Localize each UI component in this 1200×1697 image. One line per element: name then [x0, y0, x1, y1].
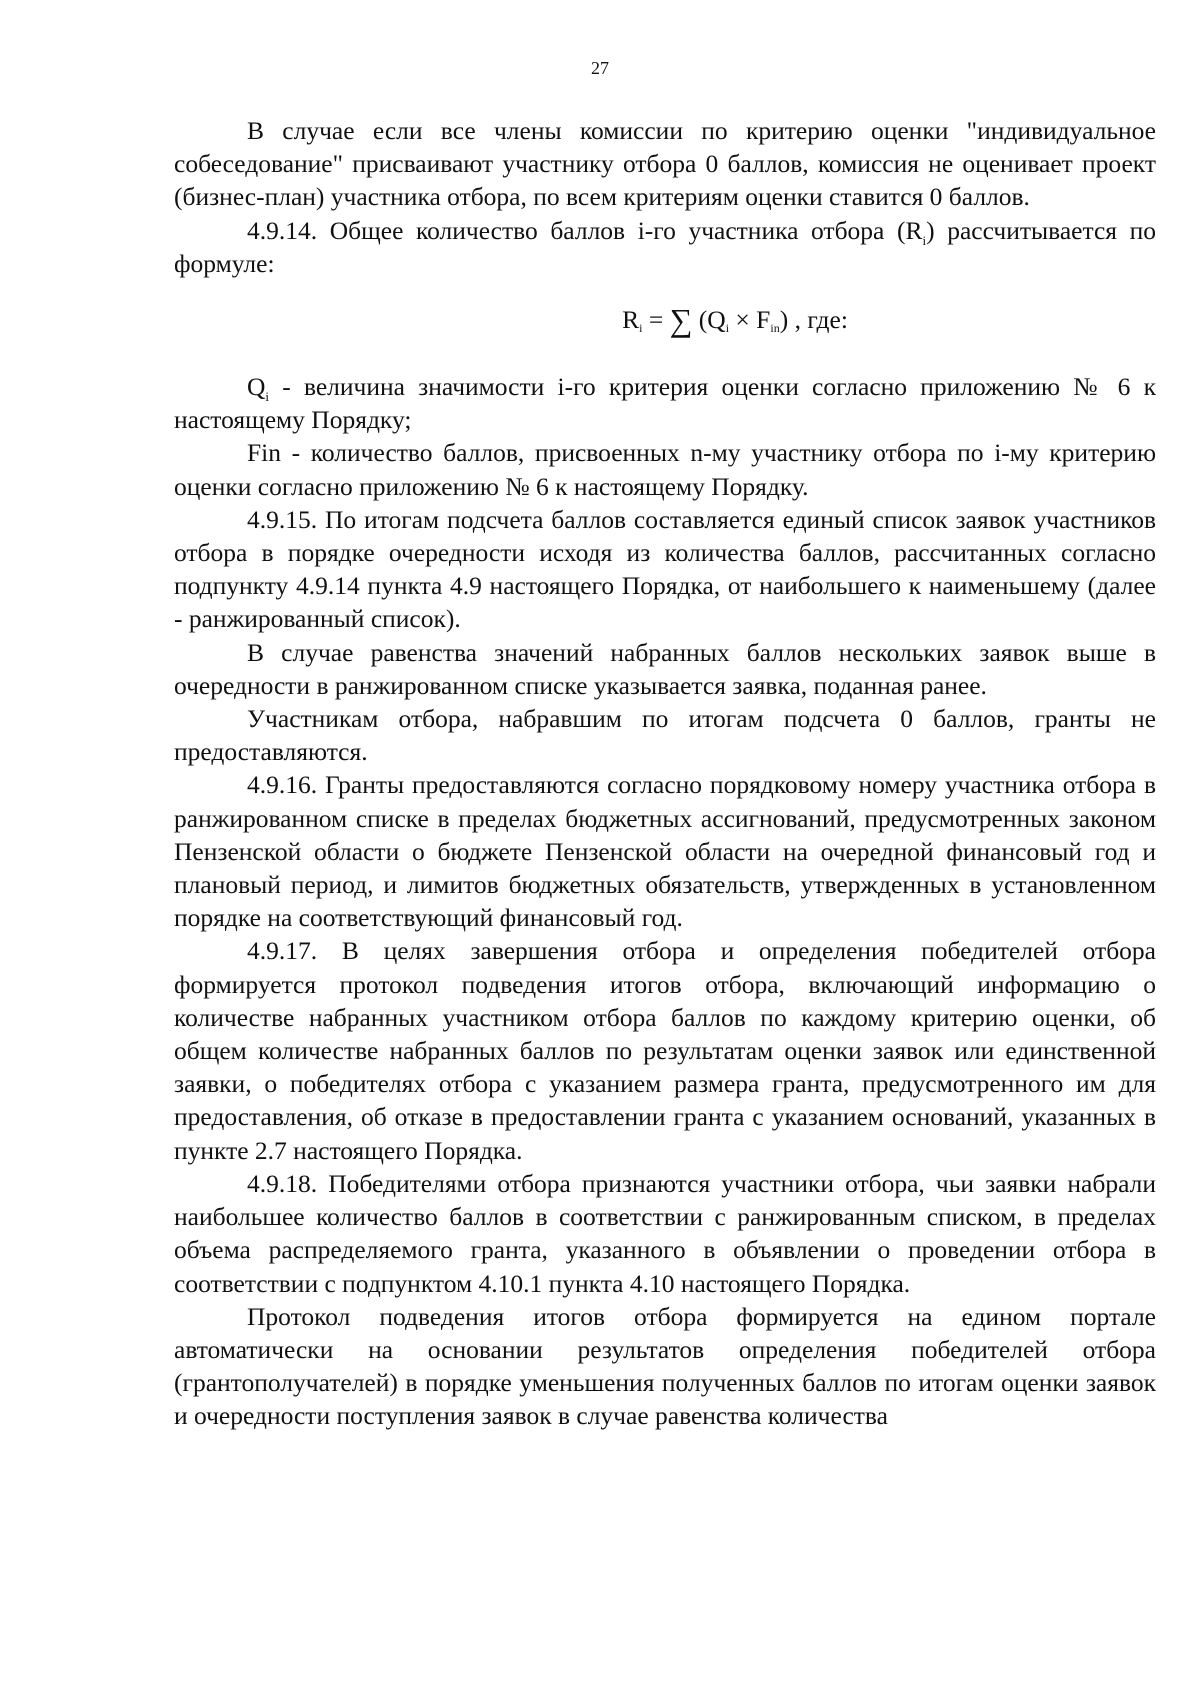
paragraph-text: 4.9.14. Общее количество баллов i-го участника отбора (R: [247, 215, 923, 245]
paragraph-4-9-15: 4.9.15. По итогам подсчета баллов составляется единый список заявок участников отбора в порядке очередности исходя из количества баллов, рассчитанных согласно подпункту 4.9.14 пункта 4.9 настоящего Порядка, от наибольшего к наименьшему (далее - ранжированный список).: [174, 504, 1156, 634]
subscript: i: [922, 232, 927, 248]
sum-symbol: ∑: [669, 302, 693, 339]
paragraph-fin-definition: Fin - количество баллов, присвоенных n-му участнику отбора по i-му критерию оценки согласно приложению № 6 к настоящему Порядку.: [174, 438, 1156, 501]
q-symbol: Q: [247, 372, 266, 402]
paragraph-4-9-14: [174, 214, 1156, 280]
paragraph-4-9-16: 4.9.16. Гранты предоставляются согласно порядковому номеру участника отбора в ранжированном списке в пределах бюджетных ассигнований, предусмотренных законом Пензенской области о бюджете Пензенской области на очередной финансовый год и плановый период, и лимитов бюджетных обязательств, утвержденных в установленном порядке на соответствующий финансовый год.: [174, 770, 1156, 933]
formula-q: (Q: [692, 305, 726, 335]
paragraph-q-definition: [174, 370, 1156, 436]
formula-f-subscript: in: [770, 321, 780, 336]
formula-tail: ) , где:: [779, 305, 848, 335]
formula-equals: =: [642, 305, 670, 335]
document-body: [174, 114, 1156, 1433]
paragraph-4-9-17: 4.9.17. В целях завершения отбора и определения победителей отбора формируется протокол подведения итогов отбора, включающий информацию о количестве набранных участником отбора баллов по каждому критерию оценки, об общем количестве набранных баллов по результатам оценки заявок или единственной заявки, о победителях отбора с указанием размера гранта, предусмотренного им для предоставления, об отказе в предоставлении гранта с указанием оснований, указанных в пункте 2.7 настоящего Порядка.: [174, 936, 1156, 1165]
paragraph-zero-grants: Участникам отбора, набравшим по итогам подсчета 0 баллов, гранты не предоставляются.: [174, 704, 1156, 767]
paragraph-4-9-18: 4.9.18. Победителями отбора признаются участники отбора, чьи заявки набрали наибольшее количество баллов в соответствии с ранжированным списком, в пределах объема распределяемого гранта, указанного в объявлении о проведении отбора в соответствии с подпунктом 4.10.1 пункта 4.10 настоящего Порядка.: [174, 1168, 1156, 1298]
formula-r-subscript: i: [639, 321, 643, 336]
formula-f: × F: [729, 305, 771, 335]
formula-q-subscript: i: [725, 321, 730, 336]
q-definition-text: - величина значимости i-го критерия оценки согласно приложению № 6 к настоящему Порядку;: [174, 372, 1156, 435]
paragraph-equal-scores: В случае равенства значений набранных баллов нескольких заявок выше в очередности в ранжированном списке указывается заявка, поданная ранее.: [174, 637, 1156, 700]
paragraph-zero-score: В случае если все члены комиссии по критерию оценки "индивидуальное собеседование" присваивают участнику отбора 0 баллов, комиссия не оценивает проект (бизнес-план) участника отбора, по всем критериям оценки ставится 0 баллов.: [174, 116, 1156, 212]
paragraph-text: ) рассчитывается по формуле:: [174, 215, 1156, 278]
paragraph-protocol: Протокол подведения итогов отбора формируется на едином портале автоматически на основании результатов определения победителей отбора (грантополучателей) в порядке уменьшения полученных баллов по итогам оценки заявок и очередности поступления заявок в случае равенства количества: [174, 1301, 1156, 1431]
score-formula: [174, 300, 1156, 340]
page-number: 27: [591, 58, 609, 78]
formula-r: R: [622, 305, 640, 335]
q-subscript: i: [265, 389, 270, 405]
